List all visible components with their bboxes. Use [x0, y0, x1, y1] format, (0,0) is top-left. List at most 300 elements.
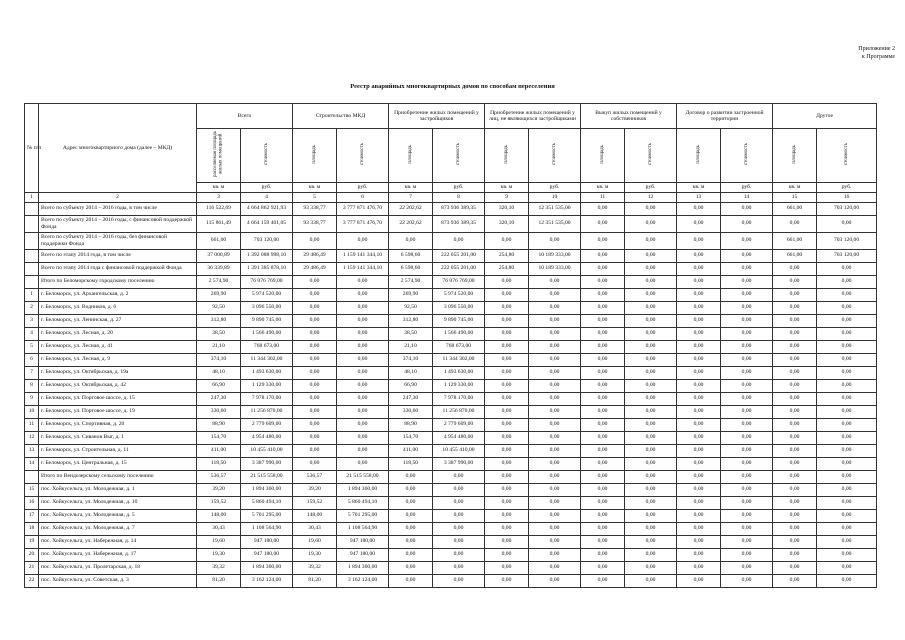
table-row [25, 340, 877, 353]
row-value: 0,00 [721, 353, 773, 366]
row-value: 0,00 [721, 431, 773, 444]
row-value: 0,00 [677, 202, 721, 215]
row-address: пос. Хойкусельга, ул. Набережная, д. 17 [39, 548, 197, 561]
unit-cost: руб. [241, 182, 293, 192]
row-value: 0,00 [625, 392, 677, 405]
column-number: 9 [485, 192, 529, 202]
row-value: 0,00 [529, 366, 581, 379]
table-row [25, 379, 877, 392]
row-value: 1 108 564,90 [337, 522, 389, 535]
row-value: 0,00 [625, 457, 677, 470]
row-value: 0,00 [485, 470, 529, 483]
row-value: 0,00 [337, 353, 389, 366]
row-value: 0,00 [721, 262, 773, 275]
row-value: 0,00 [485, 496, 529, 509]
row-value: 39,20 [293, 483, 337, 496]
table-row [25, 548, 877, 561]
row-value: 0,00 [581, 470, 625, 483]
row-value: 3 387 990,00 [241, 457, 293, 470]
row-value: 0,00 [625, 431, 677, 444]
row-value: 1 894 360,00 [337, 561, 389, 574]
row-value: 88,90 [389, 418, 433, 431]
row-value: 0,00 [817, 301, 877, 314]
row-value: 0,00 [293, 232, 337, 249]
row-value: 118,50 [389, 457, 433, 470]
row-value: 0,00 [581, 418, 625, 431]
row-value: 0,00 [625, 483, 677, 496]
subhead-area: площадь [773, 129, 817, 183]
row-value: 0,00 [581, 262, 625, 275]
row-value: 0,00 [581, 392, 625, 405]
row-value: 2 779 609,00 [241, 418, 293, 431]
row-value: 0,00 [625, 275, 677, 288]
header-row-groups [25, 104, 877, 129]
row-address: г. Беломорск, ул. Лесная, д. 9 [39, 353, 197, 366]
row-value: 0,00 [677, 405, 721, 418]
row-number: 15 [25, 483, 39, 496]
row-value: 0,00 [389, 548, 433, 561]
row-value: 0,00 [677, 301, 721, 314]
row-value: 0,00 [581, 561, 625, 574]
row-value: 37 000,89 [197, 249, 241, 262]
row-value: 254,80 [485, 262, 529, 275]
row-value: 9 890 745,00 [241, 314, 293, 327]
row-value: 0,00 [773, 405, 817, 418]
register-body [25, 104, 877, 588]
row-value: 12 351 535,00 [529, 202, 581, 215]
row-value: 536,57 [293, 470, 337, 483]
row-value: 0,00 [529, 392, 581, 405]
row-value: 22 202,62 [389, 215, 433, 232]
row-number: 12 [25, 431, 39, 444]
row-value: 0,00 [529, 561, 581, 574]
row-number: 4 [25, 327, 39, 340]
row-value: 247,30 [197, 392, 241, 405]
unit-area: кв. м [485, 182, 529, 192]
row-value: 5 974 520,00 [433, 288, 485, 301]
column-number: 14 [721, 192, 773, 202]
row-value: 0,00 [337, 392, 389, 405]
column-number: 5 [293, 192, 337, 202]
row-value: 81,20 [197, 574, 241, 587]
appendix-line-2: к Программе [861, 53, 895, 60]
row-value: 93 338,77 [293, 215, 337, 232]
row-value: 0,00 [485, 418, 529, 431]
row-address: г. Беломорск, ул. Центральная, д. 15 [39, 457, 197, 470]
row-value: 0,00 [817, 275, 877, 288]
row-value: 29 486,49 [293, 249, 337, 262]
row-value: 3 387 990,00 [433, 457, 485, 470]
row-value: 0,00 [817, 483, 877, 496]
row-value: 19,30 [293, 548, 337, 561]
column-number: 13 [677, 192, 721, 202]
row-value: 0,00 [293, 444, 337, 457]
row-number [25, 275, 39, 288]
row-value: 661,00 [197, 232, 241, 249]
row-value: 19,60 [197, 535, 241, 548]
row-value: 0,00 [817, 522, 877, 535]
row-value: 0,00 [337, 232, 389, 249]
row-value: 0,00 [529, 574, 581, 587]
row-value: 0,00 [773, 392, 817, 405]
row-value: 7 978 170,00 [433, 392, 485, 405]
row-value: 0,00 [389, 496, 433, 509]
row-value: 0,00 [817, 509, 877, 522]
row-value: 0,00 [485, 275, 529, 288]
header-group-non-developers: Приобретение жилых помещений у лиц, не являющихся застройщиками [485, 104, 581, 129]
table-row [25, 405, 877, 418]
row-number: 1 [25, 288, 39, 301]
row-value: 374,10 [197, 353, 241, 366]
row-value: 0,00 [817, 288, 877, 301]
row-number: 5 [25, 340, 39, 353]
row-value: 11 344 302,00 [241, 353, 293, 366]
row-value: 0,00 [529, 301, 581, 314]
row-value: 7 978 170,00 [241, 392, 293, 405]
row-value: 0,00 [773, 496, 817, 509]
row-value: 0,00 [581, 327, 625, 340]
subhead-cost: стоимость [241, 129, 293, 183]
row-value: 0,00 [677, 483, 721, 496]
row-value: 6 598,60 [389, 249, 433, 262]
row-value: 5 974 520,00 [241, 288, 293, 301]
header-group-buyout: Выкуп жилых помещений у собственников [581, 104, 677, 129]
appendix-note [858, 46, 895, 61]
row-value: 0,00 [581, 444, 625, 457]
table-row [25, 392, 877, 405]
unit-cost: руб. [529, 182, 581, 192]
row-value: 0,00 [293, 340, 337, 353]
table-row [25, 301, 877, 314]
row-value: 0,00 [581, 574, 625, 587]
row-value: 0,00 [773, 561, 817, 574]
row-value: 0,00 [581, 215, 625, 232]
row-value: 4 954 480,00 [433, 431, 485, 444]
row-value: 0,00 [773, 444, 817, 457]
row-number: 18 [25, 522, 39, 535]
row-value: 703 120,00 [817, 202, 877, 215]
row-value: 0,00 [817, 314, 877, 327]
row-value: 0,00 [817, 215, 877, 232]
header-group-developers: Приобретение жилых помещений у застройщиков [389, 104, 485, 129]
row-value: 39,32 [293, 561, 337, 574]
row-value: 0,00 [625, 353, 677, 366]
row-value: 0,00 [721, 232, 773, 249]
row-value: 0,00 [773, 418, 817, 431]
column-number: 11 [581, 192, 625, 202]
row-value: 0,00 [721, 366, 773, 379]
row-value: 0,00 [581, 379, 625, 392]
row-value: 0,00 [293, 392, 337, 405]
row-value: 0,00 [677, 288, 721, 301]
row-value: 0,00 [773, 314, 817, 327]
row-value: 21,10 [389, 340, 433, 353]
row-value: 0,00 [485, 340, 529, 353]
table-row [25, 314, 877, 327]
row-value: 0,00 [337, 327, 389, 340]
row-address: пос. Хойкусельга, ул. Пролетарская, д. 18 [39, 561, 197, 574]
subhead-total-area: расселяемая площадь жилых помещений [197, 129, 241, 183]
row-value: 92,50 [389, 301, 433, 314]
row-value: 0,00 [625, 418, 677, 431]
row-value: 154,70 [389, 431, 433, 444]
row-value: 115 861,49 [197, 215, 241, 232]
row-value: 1 566 490,00 [433, 327, 485, 340]
row-address: г. Беломорск, ул. Ленинская, д. 27 [39, 314, 197, 327]
table-row [25, 249, 877, 262]
row-value: 0,00 [721, 215, 773, 232]
row-value: 81,20 [293, 574, 337, 587]
column-number: 2 [39, 192, 197, 202]
row-value: 0,00 [677, 379, 721, 392]
row-address: г. Беломорск, ул. Портовое шоссе, д. 19 [39, 405, 197, 418]
row-value: 39,32 [197, 561, 241, 574]
row-value: 0,00 [817, 574, 877, 587]
row-address: г. Беломорск, ул. Октябрьская, д. 19а [39, 366, 197, 379]
row-value: 159,52 [293, 496, 337, 509]
row-value: 0,00 [433, 548, 485, 561]
row-value: 0,00 [293, 457, 337, 470]
row-value: 6 598,60 [389, 262, 433, 275]
row-number: 6 [25, 353, 39, 366]
row-value: 0,00 [581, 483, 625, 496]
row-value: 1 392 088 998,10 [241, 249, 293, 262]
row-value: 0,00 [625, 340, 677, 353]
row-value: 0,00 [433, 535, 485, 548]
row-value: 48,10 [197, 366, 241, 379]
row-value: 0,00 [433, 232, 485, 249]
row-value: 0,00 [625, 496, 677, 509]
appendix-line-1: Приложение 2 [858, 46, 895, 52]
row-value: 269,90 [389, 288, 433, 301]
row-value: 0,00 [721, 288, 773, 301]
row-value: 30,43 [293, 522, 337, 535]
row-value: 29 486,49 [293, 262, 337, 275]
row-value: 374,10 [389, 353, 433, 366]
subhead-cost: стоимость [433, 129, 485, 183]
unit-area: кв. м [677, 182, 721, 192]
row-value: 0,00 [625, 405, 677, 418]
row-value: 0,00 [773, 275, 817, 288]
column-number: 7 [389, 192, 433, 202]
row-value: 0,00 [677, 275, 721, 288]
row-value: 0,00 [721, 548, 773, 561]
row-value: 76 076 769,00 [241, 275, 293, 288]
row-value: 0,00 [677, 431, 721, 444]
table-row [25, 470, 877, 483]
row-value: 0,00 [817, 340, 877, 353]
row-value: 0,00 [773, 353, 817, 366]
table-row [25, 574, 877, 587]
row-value: 0,00 [389, 232, 433, 249]
row-value: 0,00 [721, 457, 773, 470]
row-value: 0,00 [293, 379, 337, 392]
row-value: 0,00 [581, 405, 625, 418]
row-value: 0,00 [721, 496, 773, 509]
row-value: 222 055 201,00 [433, 262, 485, 275]
row-value: 0,00 [625, 215, 677, 232]
row-value: 0,00 [337, 431, 389, 444]
column-number: 10 [529, 192, 581, 202]
row-number: 21 [25, 561, 39, 574]
row-value: 536,57 [197, 470, 241, 483]
header-group-development-contract: Договор о развитии застроенной территории [677, 104, 773, 129]
row-number: 7 [25, 366, 39, 379]
unit-area: кв. м [293, 182, 337, 192]
row-value: 0,00 [773, 340, 817, 353]
row-value: 0,00 [293, 301, 337, 314]
row-value: 873 936 389,35 [433, 202, 485, 215]
row-value: 0,00 [389, 522, 433, 535]
column-number: 4 [241, 192, 293, 202]
row-value: 76 076 769,00 [433, 275, 485, 288]
row-value: 0,00 [485, 353, 529, 366]
row-number: 17 [25, 509, 39, 522]
row-value: 0,00 [293, 353, 337, 366]
row-value: 0,00 [773, 483, 817, 496]
register-table [24, 103, 877, 588]
row-value: 0,00 [721, 379, 773, 392]
row-value: 0,00 [529, 483, 581, 496]
row-value: 0,00 [581, 249, 625, 262]
row-value: 703 120,00 [241, 232, 293, 249]
row-value: 0,00 [433, 509, 485, 522]
row-value: 0,00 [773, 327, 817, 340]
row-value: 0,00 [677, 215, 721, 232]
row-value: 0,00 [485, 379, 529, 392]
row-value: 0,00 [529, 509, 581, 522]
row-value: 48,10 [389, 366, 433, 379]
row-value: 3 096 550,00 [241, 301, 293, 314]
row-value: 1 159 141 344,10 [337, 262, 389, 275]
row-value: 148,00 [293, 509, 337, 522]
row-value: 30,43 [197, 522, 241, 535]
row-value: 0,00 [581, 496, 625, 509]
unit-cost: руб. [721, 182, 773, 192]
table-row [25, 202, 877, 215]
row-value: 222 055 201,00 [433, 249, 485, 262]
subhead-area: площадь [677, 129, 721, 183]
row-number: 2 [25, 301, 39, 314]
row-value: 0,00 [677, 314, 721, 327]
table-row [25, 561, 877, 574]
row-value: 0,00 [677, 535, 721, 548]
row-value: 0,00 [433, 470, 485, 483]
table-row [25, 366, 877, 379]
row-value: 0,00 [581, 509, 625, 522]
table-row [25, 327, 877, 340]
row-value: 0,00 [677, 392, 721, 405]
row-value: 2 779 609,00 [433, 418, 485, 431]
row-value: 0,00 [773, 215, 817, 232]
row-number [25, 262, 39, 275]
row-value: 93 338,77 [293, 202, 337, 215]
row-value: 0,00 [485, 483, 529, 496]
row-value: 1 894 360,00 [337, 483, 389, 496]
row-value: 0,00 [529, 470, 581, 483]
row-value: 118,50 [197, 457, 241, 470]
row-value: 1 391 385 878,10 [241, 262, 293, 275]
row-value: 0,00 [721, 202, 773, 215]
row-value: 0,00 [337, 288, 389, 301]
row-value: 0,00 [529, 522, 581, 535]
row-value: 0,00 [625, 249, 677, 262]
row-value: 0,00 [721, 483, 773, 496]
row-value: 312,80 [389, 314, 433, 327]
row-value: 1 493 630,00 [241, 366, 293, 379]
row-value: 330,60 [197, 405, 241, 418]
row-value: 0,00 [581, 431, 625, 444]
column-number: 1 [25, 192, 39, 202]
table-row [25, 215, 877, 232]
row-value: 0,00 [529, 353, 581, 366]
row-value: 92,50 [197, 301, 241, 314]
row-value: 38,50 [197, 327, 241, 340]
row-value: 320,10 [485, 202, 529, 215]
row-value: 1 159 141 344,10 [337, 249, 389, 262]
row-number: 19 [25, 535, 39, 548]
row-value: 0,00 [485, 457, 529, 470]
row-value: 0,00 [721, 535, 773, 548]
row-value: 0,00 [337, 405, 389, 418]
table-row [25, 496, 877, 509]
row-value: 947 180,00 [241, 548, 293, 561]
header-no: № п/п [25, 104, 39, 193]
row-number [25, 470, 39, 483]
subhead-cost: стоимость [817, 129, 877, 183]
row-value: 0,00 [581, 275, 625, 288]
row-value: 0,00 [625, 548, 677, 561]
row-value: 0,00 [293, 314, 337, 327]
row-value: 21,10 [197, 340, 241, 353]
unit-cost: руб. [337, 182, 389, 192]
row-value: 0,00 [721, 574, 773, 587]
row-value: 0,00 [337, 275, 389, 288]
row-number: 22 [25, 574, 39, 587]
table-row [25, 418, 877, 431]
row-value: 0,00 [773, 522, 817, 535]
row-value: 0,00 [817, 457, 877, 470]
row-number [25, 232, 39, 249]
row-value: 0,00 [581, 288, 625, 301]
row-value: 0,00 [817, 561, 877, 574]
row-value: 0,00 [625, 202, 677, 215]
row-value: 0,00 [485, 509, 529, 522]
row-value: 312,80 [197, 314, 241, 327]
row-value: 11 344 302,00 [433, 353, 485, 366]
row-value: 0,00 [721, 249, 773, 262]
row-value: 0,00 [529, 405, 581, 418]
row-address: Всего по субъекту 2014 – 2016 годы, без финансовой поддержки Фонда [39, 232, 197, 249]
row-value: 0,00 [773, 470, 817, 483]
header-group-other: Другое [773, 104, 877, 129]
row-number: 11 [25, 418, 39, 431]
row-value: 0,00 [433, 483, 485, 496]
subhead-area: площадь [581, 129, 625, 183]
table-row [25, 444, 877, 457]
row-value: 4 954 480,00 [241, 431, 293, 444]
row-value: 0,00 [529, 431, 581, 444]
row-value: 0,00 [625, 509, 677, 522]
row-value: 0,00 [721, 444, 773, 457]
row-value: 0,00 [625, 522, 677, 535]
column-number: 6 [337, 192, 389, 202]
row-value: 0,00 [485, 314, 529, 327]
unit-area: кв. м [197, 182, 241, 192]
row-value: 661,00 [773, 232, 817, 249]
row-value: 0,00 [773, 262, 817, 275]
row-value: 0,00 [773, 301, 817, 314]
